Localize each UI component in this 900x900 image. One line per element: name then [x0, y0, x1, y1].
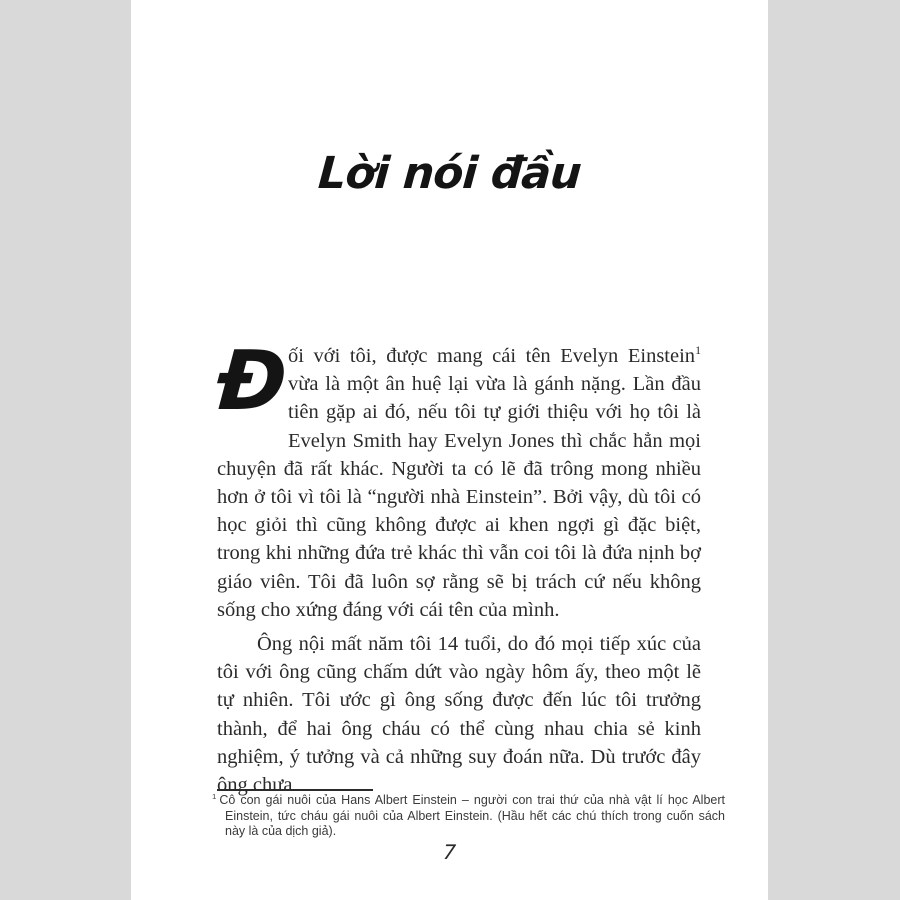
paragraph-2: Ông nội mất năm tôi 14 tuổi, do đó mọi tiếp xúc của tôi với ông cũng chấm dứt vào ngày hôm ấy, theo một lẽ tự nhiên. Tôi ước gì ông sống được đến lúc tôi trưởng thành, để hai ông cháu có thể cùng nhau chia sẻ kinh nghiệm, ý tưởng và cả những suy đoán nữa. Dù trước đây ông chưa	[217, 633, 701, 797]
footnote-text: Cô con gái nuôi của Hans Albert Einstein – người con trai thứ của nhà vật lí học Albert Einstein, tức cháu gái nuôi của Albert Einstein. (Hầu hết các chú thích trong cuốn sách này là của dịch giả).	[219, 793, 725, 838]
drop-cap: Đ	[213, 334, 290, 429]
footnote-marker: 1	[212, 791, 217, 801]
paragraph-1	[213, 334, 701, 624]
footnote	[212, 793, 725, 840]
paragraph-1-text: ối với tôi, được mang cái tên Evelyn Einstein	[288, 345, 696, 367]
paragraph-1-text-continued: vừa là một ân huệ lại vừa là gánh nặng. Lần đầu tiên gặp ai đó, nếu tôi tự giới thiệu với họ tôi là Evelyn Smith hay Evelyn Jones thì chắc hẳn mọi chuyện đã rất khác. Người ta có lẽ đã trông mong nhiều hơn ở tôi vì tôi là “người nhà Einstein”. Bởi vậy, dù tôi có học giỏi thì cũng không được ai khen ngợi gì đặc biệt, trong khi những đứa trẻ khác thì vẫn coi tôi là đứa nịnh bợ giáo viên. Tôi đã luôn sợ rằng sẽ bị trách cứ nếu không sống cho xứng đáng với cái tên của mình.	[217, 373, 701, 621]
page-number: 7	[442, 840, 457, 864]
body-text	[213, 334, 701, 799]
footnote-separator	[217, 789, 373, 791]
footnote-reference: 1	[695, 343, 701, 358]
book-page	[131, 0, 768, 900]
chapter-title: Lời nói đầu	[316, 148, 583, 199]
